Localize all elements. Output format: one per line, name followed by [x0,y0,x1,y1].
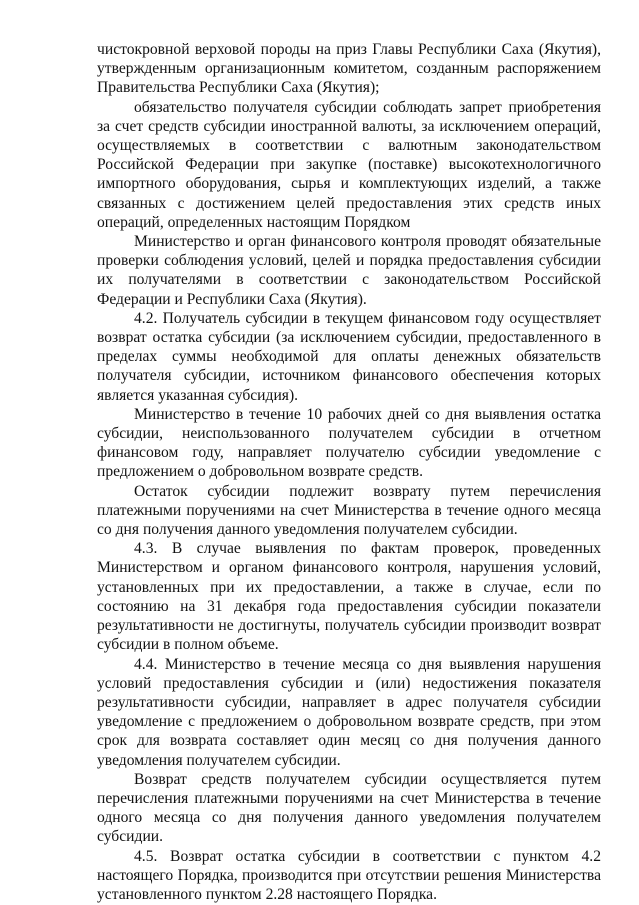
paragraph-section-4-5: 4.5. Возврат остатка субсидии в соответствии с пунктом 4.2 настоящего Порядка, производится при отсутствии решения Министерства установленного пунктом 2.28 настоящего Порядка. [97,847,601,903]
paragraph-return-notice: Министерство в течение 10 рабочих дней со дня выявления остатка субсидии, неиспользованного получателем субсидии в отчетном финансовом году, направляет получателю субсидии уведомление с предложением о добровольном возврате средств. [97,405,601,481]
paragraph-compliance-checks: Министерство и орган финансового контроля проводят обязательные проверки соблюдения условий, целей и порядка предоставления субсидии их получателями в соответствии с законодательством Российской Федерации и Республики Саха (Якутия). [97,233,601,308]
paragraph-section-4-3: 4.3. В случае выявления по фактам проверок, проведенных Министерством и органом финансового контроля, нарушения условий, установленных при их предоставлении, а также в случае, если по состоянию на 31 декабря года предоставления субсидии показатели результативности не достигнуты, получатель субсидии производит возврат субсидии в полном объеме. [97,540,601,654]
paragraph-currency-restriction: обязательство получателя субсидии соблюдать запрет приобретения за счет средств субсидии иностранной валюты, за исключением операций, осуществляемых в соответствии с валютным законодательством Российской Федерации при закупке (поставке) высокотехнологичного импортного оборудования, сырья и комплектующих изделий, а также связанных с достижением целей предоставления этих средств иных операций, определенных настоящим Порядком [97,98,601,231]
paragraph-return-transfer: Остаток субсидии подлежит возврату путем перечисления платежными поручениями на счет Министерства в течение одного месяца со дня получения данного уведомления получателем субсидии. [97,482,601,539]
paragraph-section-4-4: 4.4. Министерство в течение месяца со дня выявления нарушения условий предоставления субсидии и (или) недостижения показателя результативности субсидии, направляет в адрес получателя субсидии уведомление с предложением о добровольном возврате средств, при этом срок для возврата составляет один месяц со дня получения данного уведомления получателем субсидии. [97,655,601,769]
paragraph-eligibility-continuation: чистокровной верховой породы на приз Главы Республики Саха (Якутия), утвержденным организационным комитетом, созданным распоряжением Правительства Республики Саха (Якутия); [97,41,601,97]
paragraph-return-procedure: Возврат средств получателем субсидии осуществляется путем перечисления платежными поручениями на счет Министерства в течение одного месяца со дня получения данного уведомления получателем субсидии. [97,770,601,846]
paragraph-section-4-2: 4.2. Получатель субсидии в текущем финансовом году осуществляет возврат остатка субсидии (за исключением субсидии, предоставленного в пределах суммы необходимой для оплаты денежных обязательств получателя субсидии, источником финансового обеспечения которых является указанная субсидия). [97,309,601,404]
